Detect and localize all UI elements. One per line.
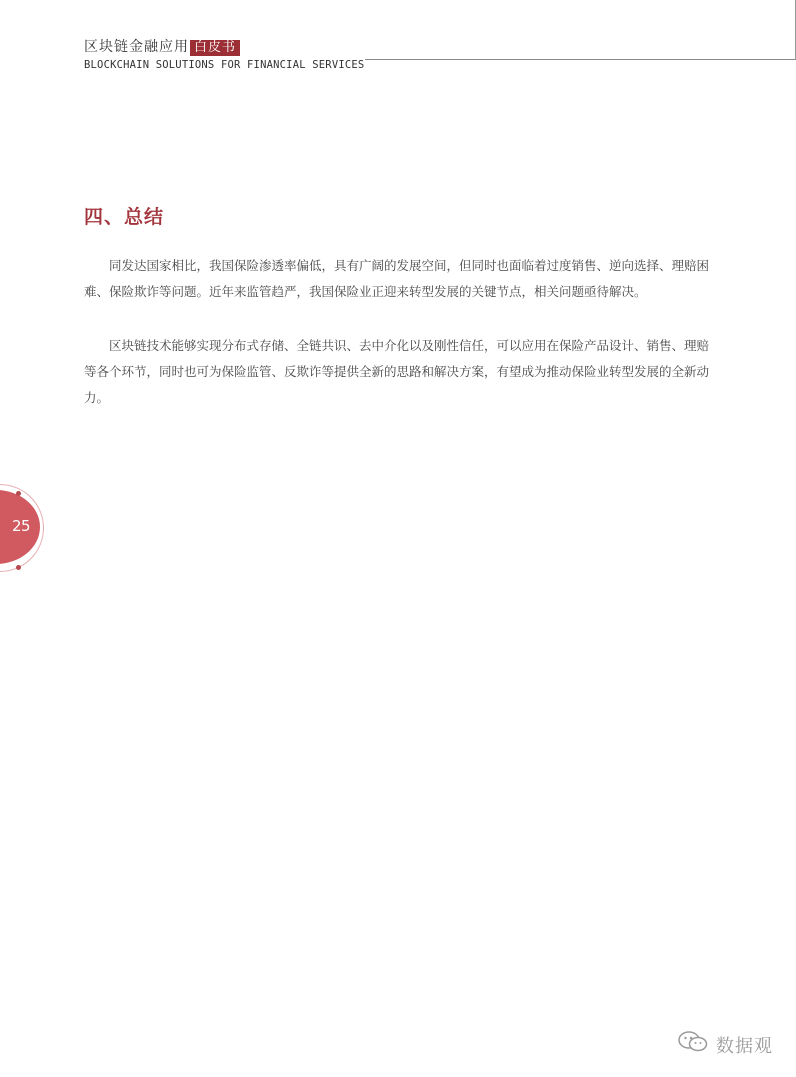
header-divider xyxy=(365,59,796,60)
tab-dot-bottom xyxy=(16,565,21,570)
paragraph-1: 同发达国家相比，我国保险渗透率偏低，具有广阔的发展空间，但同时也面临着过度销售、逆向选择、理赔困难、保险欺诈等问题。近年来监管趋严，我国保险业正迎来转型发展的关键节点，相关问题亟待解决。 xyxy=(84,258,710,299)
header-badge: 白皮书 xyxy=(190,40,240,56)
page-number: 25 xyxy=(12,517,31,535)
wechat-icon xyxy=(678,1031,708,1058)
header-title-text: 区块链金融应用 xyxy=(84,39,189,55)
paragraph-2: 区块链技术能够实现分布式存储、全链共识、去中介化以及刚性信任，可以应用在保险产品设计、销售、理赔等各个环节，同时也可为保险监管、反欺诈等提供全新的思路和解决方案，有望成为推动保险业转型发展的全新动力。 xyxy=(84,338,710,405)
header-subtitle: BLOCKCHAIN SOLUTIONS FOR FINANCIAL SERVICES xyxy=(84,59,365,71)
watermark xyxy=(678,1031,773,1058)
watermark-text: 数据观 xyxy=(716,1035,773,1057)
section-title: 四、总结 xyxy=(84,206,165,228)
tab-dot-top xyxy=(16,491,21,496)
page-header xyxy=(84,36,364,71)
header-title xyxy=(84,36,364,56)
